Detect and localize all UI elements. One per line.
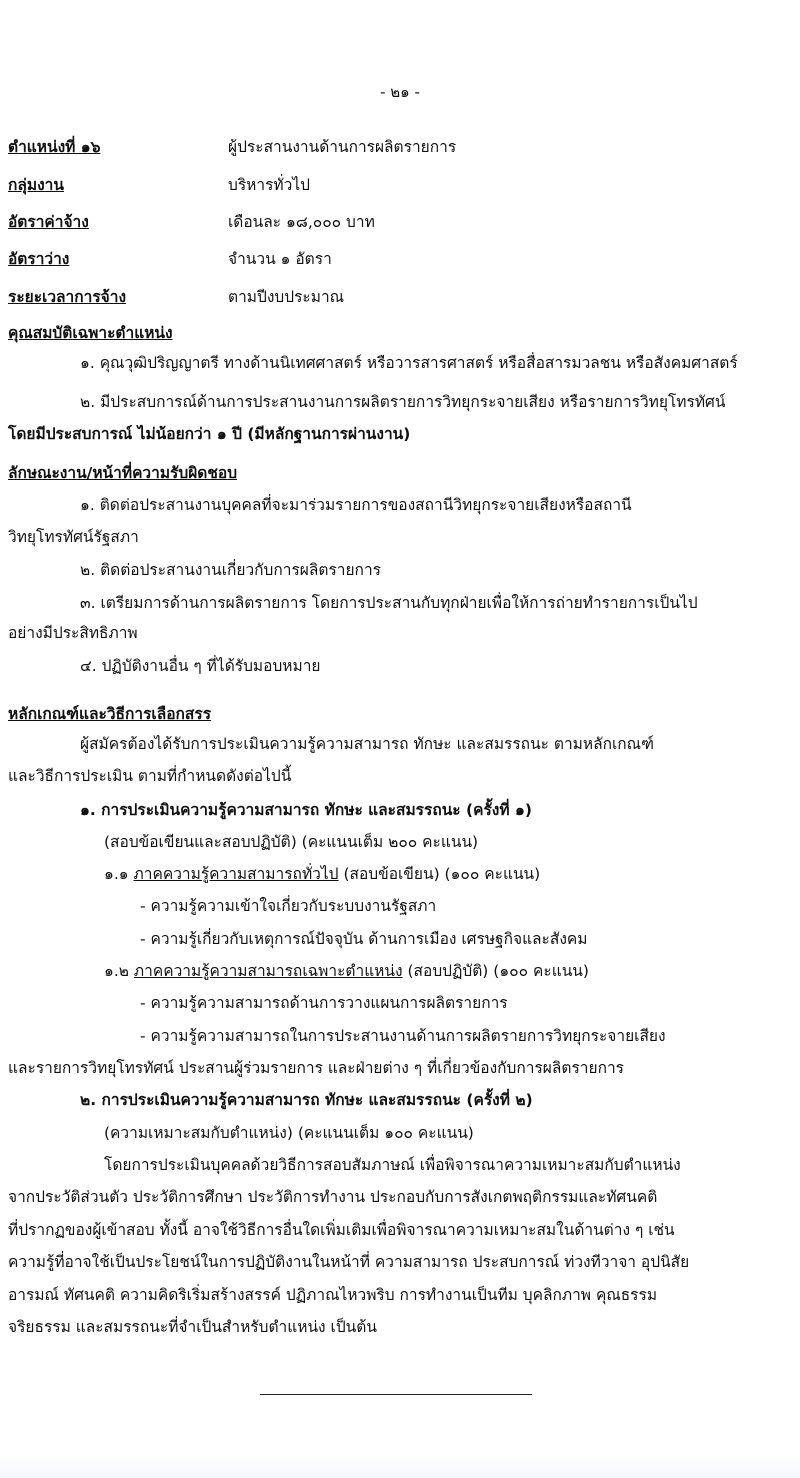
interview-paragraph: ที่ปรากฏของผู้เข้าสอบ ทั้งนี้ อาจใช้วิธีการอื่นใดเพิ่มเติมเพื่อพิจารณาความเหมาะสมในด้านต่าง ๆ เช่น (8, 1221, 675, 1239)
selection-intro: ผู้สมัครต้องได้รับการประเมินความรู้ความสามารถ ทักษะ และสมรรถนะ ตามหลักเกณฑ์ (80, 735, 654, 753)
section-rest: (สอบข้อเขียน) (๑๐๐ คะแนน) (343, 865, 541, 883)
end-divider (260, 1394, 532, 1395)
duty-item: อย่างมีประสิทธิภาพ (8, 624, 138, 642)
field-vacancy (8, 246, 332, 271)
field-label: กลุ่มงาน (8, 176, 64, 194)
duties-heading: ลักษณะงาน/หน้าที่ความรับผิดชอบ (8, 464, 238, 482)
page-number: - ๒๑ - (380, 83, 420, 101)
section-bullet: - ความรู้ความสามารถในการประสานงานด้านการผลิตรายการวิทยุกระจายเสียง (140, 1027, 666, 1045)
field-label: ระยะเวลาการจ้าง (8, 288, 127, 306)
qualification-item: ๑. คุณวุฒิปริญญาตรี ทางด้านนิเทศศาสตร์ หรือวารสารศาสตร์ หรือสื่อสารมวลชน หรือสังคมศาสตร์ (80, 354, 738, 372)
field-label: อัตราค่าจ้าง (8, 213, 89, 231)
field-salary (8, 209, 375, 234)
field-position (8, 134, 456, 159)
round2-title: ๒. การประเมินความรู้ความสามารถ ทักษะ และสมรรถนะ (ครั้งที่ ๒) (80, 1091, 533, 1109)
section-bullet: และรายการวิทยุโทรทัศน์ ประสานผู้ร่วมรายการ และฝ่ายต่าง ๆ ที่เกี่ยวข้องกับการผลิตรายการ (8, 1059, 624, 1077)
section-title: ภาคความรู้ความสามารถทั่วไป (133, 865, 339, 883)
qualifications-heading: คุณสมบัติเฉพาะตำแหน่ง (8, 324, 173, 342)
duty-item: วิทยุโทรทัศน์รัฐสภา (8, 528, 139, 546)
section-number: ๑.๑ (104, 865, 129, 883)
field-work-group (8, 172, 310, 197)
duty-item: ๓. เตรียมการด้านการผลิตรายการ โดยการประสานกับทุกฝ่ายเพื่อให้การถ่ายทำรายการเป็นไป (80, 594, 698, 612)
section-1-2 (104, 961, 589, 981)
field-label: อัตราว่าง (8, 250, 70, 268)
interview-paragraph: จากประวัติส่วนตัว ประวัติการศึกษา ประวัติการทำงาน ประกอบกับการสังเกตพฤติกรรมและทัศนคติ (8, 1188, 658, 1206)
field-employment-period (8, 284, 344, 309)
round1-title: ๑. การประเมินความรู้ความสามารถ ทักษะ และสมรรถนะ (ครั้งที่ ๑) (80, 801, 532, 819)
section-rest: (สอบปฏิบัติ) (๑๐๐ คะแนน) (407, 962, 589, 980)
field-value: เดือนละ ๑๘,๐๐๐ บาท (228, 213, 375, 231)
interview-paragraph: ความรู้ที่อาจใช้เป็นประโยชน์ในการปฏิบัติงานในหน้าที่ ความสามารถ ประสบการณ์ ท่วงทีวาจา อุปนิสัย (8, 1253, 690, 1271)
page-bottom-edge (0, 1458, 800, 1478)
round2-note: (ความเหมาะสมกับตำแหน่ง) (คะแนนเต็ม ๑๐๐ คะแนน) (104, 1124, 474, 1142)
interview-paragraph: โดยการประเมินบุคคลด้วยวิธีการสอบสัมภาษณ์ เพื่อพิจารณาความเหมาะสมกับตำแหน่ง (104, 1156, 681, 1174)
field-value: ตามปีงบประมาณ (228, 288, 345, 306)
field-label: ตำแหน่งที่ ๑๖ (8, 138, 101, 156)
field-value: ผู้ประสานงานด้านการผลิตรายการ (228, 138, 457, 156)
qualification-item: ๒. มีประสบการณ์ด้านการประสานงานการผลิตรายการวิทยุกระจายเสียง หรือรายการวิทยุโทรทัศน์ (80, 393, 726, 411)
round1-note: (สอบข้อเขียนและสอบปฏิบัติ) (คะแนนเต็ม ๒๐๐ คะแนน) (104, 833, 479, 851)
section-bullet: - ความรู้เกี่ยวกับเหตุการณ์ปัจจุบัน ด้านการเมือง เศรษฐกิจและสังคม (140, 930, 588, 948)
selection-intro: และวิธีการประเมิน ตามที่กำหนดดังต่อไปนี้ (8, 767, 292, 785)
duty-item: ๒. ติดต่อประสานงานเกี่ยวกับการผลิตรายการ (80, 561, 381, 579)
section-title: ภาคความรู้ความสามารถเฉพาะตำแหน่ง (133, 962, 403, 980)
section-1-1 (104, 864, 540, 884)
field-value: จำนวน ๑ อัตรา (228, 250, 332, 268)
section-number: ๑.๒ (104, 962, 129, 980)
duty-item: ๑. ติดต่อประสานงานบุคคลที่จะมาร่วมรายการของสถานีวิทยุกระจายเสียงหรือสถานี (80, 496, 632, 514)
interview-paragraph: จริยธรรม และสมรรถนะที่จำเป็นสำหรับตำแหน่ง เป็นต้น (8, 1318, 377, 1336)
section-bullet: - ความรู้ความสามารถด้านการวางแผนการผลิตรายการ (140, 994, 508, 1012)
duty-item: ๔. ปฏิบัติงานอื่น ๆ ที่ได้รับมอบหมาย (80, 657, 321, 675)
section-bullet: - ความรู้ความเข้าใจเกี่ยวกับระบบงานรัฐสภา (140, 897, 437, 915)
selection-heading: หลักเกณฑ์และวิธีการเลือกสรร (8, 705, 212, 723)
field-value: บริหารทั่วไป (228, 176, 310, 194)
qualification-item: โดยมีประสบการณ์ ไม่น้อยกว่า ๑ ปี (มีหลักฐานการผ่านงาน) (8, 425, 411, 443)
interview-paragraph: อารมณ์ ทัศนคติ ความคิดริเริ่มสร้างสรรค์ ปฏิภาณไหวพริบ การทำงานเป็นทีม บุคลิกภาพ คุณธรรม (8, 1286, 658, 1304)
